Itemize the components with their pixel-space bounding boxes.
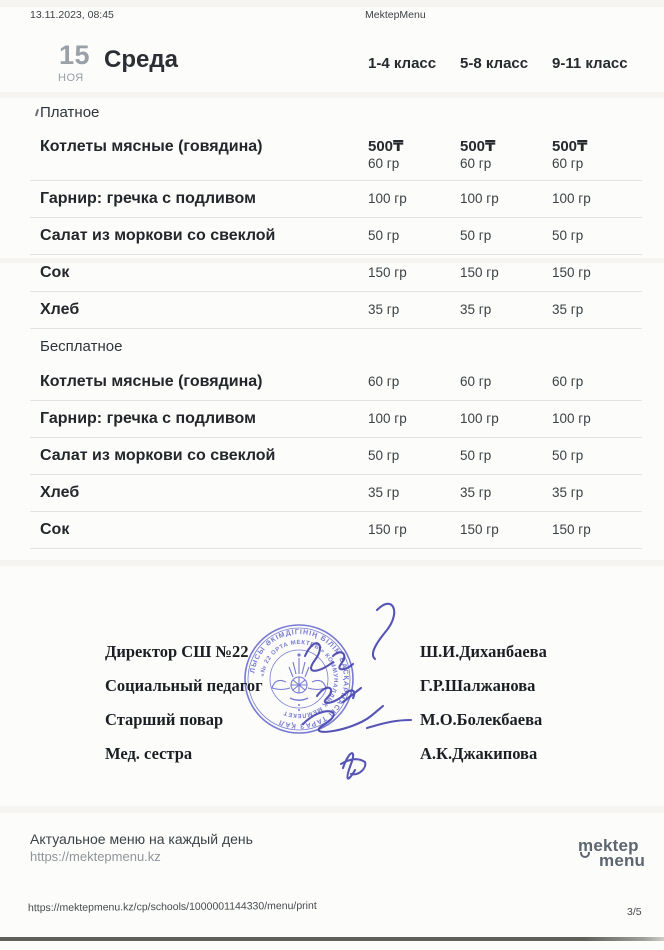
dish-name: Салат из моркови со свеклой <box>40 227 276 244</box>
portion-cell <box>552 227 642 244</box>
portion-cell <box>368 190 460 207</box>
weight-value: 50 гр <box>552 448 584 463</box>
portion-cell <box>368 264 460 281</box>
footer-tagline: Актуальное меню на каждый день <box>30 831 253 847</box>
weight-value: 35 гр <box>460 302 492 317</box>
class-column-header: 1-4 класс <box>368 55 437 72</box>
portion-cell <box>552 373 642 390</box>
weight-value: 50 гр <box>460 228 492 243</box>
weight-value: 50 гр <box>368 228 400 243</box>
weight-value: 100 гр <box>460 191 499 206</box>
signature-role: Социальный педагог <box>105 676 263 695</box>
portion-cell <box>552 264 642 281</box>
page-number: 3/5 <box>627 906 642 918</box>
stamp-inner-text: «№ 22 ОРТА МЕКТЕБІ» КОММУНАЛДЫҚ МЕМЛЕКЕТ <box>260 639 339 719</box>
weight-value: 100 гр <box>552 191 591 206</box>
dish-name: Гарнир: гречка с подливом <box>40 190 256 207</box>
weight-value: 60 гр <box>368 156 400 171</box>
portion-cell <box>460 227 552 244</box>
weight-value: 60 гр <box>460 156 492 171</box>
price-value: 500₸ <box>368 138 404 155</box>
portion-cell <box>368 447 460 464</box>
weight-value: 35 гр <box>552 485 584 500</box>
menu-row <box>30 438 642 475</box>
weight-value: 50 гр <box>552 228 584 243</box>
weekday-title: Среда <box>104 46 178 73</box>
portion-cell <box>552 447 642 464</box>
weight-value: 60 гр <box>552 374 584 389</box>
signature-row <box>105 744 565 778</box>
dish-name: Гарнир: гречка с подливом <box>40 410 256 427</box>
menu-row <box>30 292 642 329</box>
weight-value: 50 гр <box>460 448 492 463</box>
signature-row <box>105 642 565 676</box>
weight-value: 150 гр <box>460 522 499 537</box>
portion-cell <box>368 410 460 427</box>
portion-cell <box>460 138 552 172</box>
logo-line1: mektep <box>578 836 639 855</box>
weight-value: 150 гр <box>552 265 591 280</box>
signature-row <box>105 676 565 710</box>
weight-value: 35 гр <box>368 302 400 317</box>
portion-cell <box>460 447 552 464</box>
class-column-header: 5-8 класс <box>460 55 529 72</box>
price-value: 500₸ <box>460 138 496 155</box>
section-title: Бесплатное <box>40 338 123 355</box>
weight-value: 100 гр <box>460 411 499 426</box>
section-title: Платное <box>40 104 100 121</box>
menu-row <box>30 181 642 218</box>
portion-cell <box>552 484 642 501</box>
weight-value: 150 гр <box>368 265 407 280</box>
menu-table <box>30 98 642 549</box>
weight-value: 100 гр <box>368 411 407 426</box>
scan-streak <box>0 806 664 813</box>
portion-cell <box>368 301 460 318</box>
signature-name: А.К.Джакипова <box>420 744 538 763</box>
portion-cell <box>552 190 642 207</box>
scan-streak <box>0 560 664 566</box>
print-page-title: MektepMenu <box>365 9 426 21</box>
scan-streak <box>0 0 664 7</box>
portion-cell <box>552 410 642 427</box>
weight-value: 50 гр <box>368 448 400 463</box>
menu-row <box>30 512 642 549</box>
class-column-header: 9-11 класс <box>552 55 628 72</box>
weight-value: 150 гр <box>552 522 591 537</box>
weight-value: 100 гр <box>552 411 591 426</box>
signature-role: Старший повар <box>105 710 224 729</box>
weight-value: 150 гр <box>460 265 499 280</box>
date-month: НОЯ <box>58 72 84 84</box>
date-day: 15 <box>59 40 91 70</box>
portion-cell <box>368 373 460 390</box>
weight-value: 35 гр <box>552 302 584 317</box>
portion-cell <box>552 521 642 538</box>
weight-value: 35 гр <box>368 485 400 500</box>
portion-cell <box>552 301 642 318</box>
menu-row <box>30 475 642 512</box>
stamp-outer-text: ЛЫСЫ ӘКІМДІГІНІҢ БІЛІМ БАСҚАРМАСЫ ТАРАЗ ҚАЛ <box>249 628 350 730</box>
dish-name: Хлеб <box>40 484 80 501</box>
signature-role: Мед. сестра <box>105 744 193 763</box>
portion-cell <box>552 138 642 172</box>
portion-cell <box>368 138 460 172</box>
class-columns <box>30 55 642 72</box>
print-footer-url: https://mektepmenu.kz/cp/schools/1000001144330/menu/print <box>27 899 317 915</box>
signature-name: М.О.Болекбаева <box>420 710 543 729</box>
portion-cell <box>460 190 552 207</box>
print-timestamp: 13.11.2023, 08:45 <box>30 9 114 21</box>
dish-name: Хлеб <box>40 301 80 318</box>
dish-name: Салат из моркови со свеклой <box>40 447 276 464</box>
portion-cell <box>460 521 552 538</box>
logo-line2: menu <box>599 851 646 870</box>
signatures-block <box>105 639 565 778</box>
portion-cell <box>460 484 552 501</box>
portion-cell <box>368 227 460 244</box>
signature-row <box>105 710 565 744</box>
weight-value: 60 гр <box>368 374 400 389</box>
weight-value: 60 гр <box>552 156 584 171</box>
signature-name: Ш.И.Диханбаева <box>420 642 547 661</box>
portion-cell <box>460 410 552 427</box>
portion-cell <box>368 521 460 538</box>
menu-row <box>30 255 642 292</box>
portion-cell <box>460 373 552 390</box>
scan-edge-band <box>0 937 664 941</box>
menu-row <box>30 364 642 401</box>
dish-name: Котлеты мясные (говядина) <box>40 138 263 155</box>
logo-smile-icon <box>580 852 590 858</box>
weight-value: 100 гр <box>368 191 407 206</box>
weight-value: 35 гр <box>460 485 492 500</box>
signature-name: Г.Р.Шалжанова <box>420 676 536 695</box>
menu-row <box>30 401 642 438</box>
signature-role: Директор СШ №22 <box>105 642 249 661</box>
dish-name: Котлеты мясные (говядина) <box>40 373 263 390</box>
dish-name: Сок <box>40 264 70 281</box>
menu-row <box>30 218 642 255</box>
weight-value: 60 гр <box>460 374 492 389</box>
portion-cell <box>460 301 552 318</box>
dish-name: Сок <box>40 521 70 538</box>
weight-value: 150 гр <box>368 522 407 537</box>
price-value: 500₸ <box>552 138 588 155</box>
menu-row <box>30 130 642 181</box>
mektepmenu-logo <box>578 838 645 868</box>
portion-cell <box>368 484 460 501</box>
footer-site-url: https://mektepmenu.kz <box>30 849 161 864</box>
portion-cell <box>460 264 552 281</box>
